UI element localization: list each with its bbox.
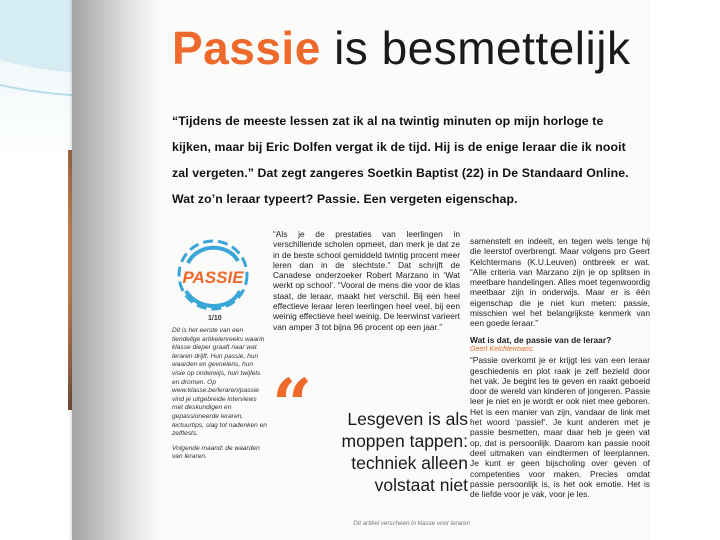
intro-line: Wat zo’n leraar typeert? Passie. Een vergeten eigenschap. — [172, 192, 518, 206]
section-heading: Wat is dat, de passie van de leraar? — [470, 334, 612, 345]
intro-line: “Tijdens de meeste lessen zat ik al na twintig minuten op mijn horloge te — [172, 114, 604, 128]
pull-quote-line: moppen tappen: — [341, 431, 468, 451]
article-intro — [172, 108, 642, 212]
interviewee-name: Geert Kelchtermans: — [470, 345, 535, 353]
logo-word: PASSIE — [182, 268, 244, 287]
side-note-text: Dit is het eerste van een tiendelige artikelenreeks waarin klasse dieper graaft naar wat leraren drijft. Hun passie, hun waarden en gevoelens, hun visie op onderwijs, hun twijfels en dromen. Op www.klasse.be/leraren/passie vind je uitgebreide interviews met deskundigen en gepassioneerde leraren, lectuurtips, slag tot nadenken en zelftests. — [172, 327, 267, 438]
pull-quote-line: techniek alleen — [351, 453, 468, 473]
series-number: 1/10 — [208, 315, 222, 322]
series-side-note — [172, 327, 268, 468]
footer-note: Dit artikel verscheen in klasse voor leraren — [353, 520, 470, 527]
page-fold-shadow — [72, 0, 162, 540]
title-rest: is besmettelijk — [320, 22, 631, 74]
title-accent: Passie — [172, 22, 321, 74]
quote-mark-icon: “ — [272, 363, 313, 446]
intro-line: zal vergeten.” Dat zegt zangeres Soetkin Baptist (22) in De Standaard Online. — [172, 166, 629, 180]
pull-quote-line: volstaat niet — [374, 475, 468, 495]
pull-quote-line: Lesgeven is als — [347, 409, 468, 429]
slide-right-margin — [650, 0, 720, 540]
article-column-2 — [470, 236, 650, 499]
passie-logo — [168, 233, 258, 323]
intro-line: kijken, maar bij Eric Dolfen vergat ik de tijd. Hij is de enige leraar die ik nooit — [172, 140, 626, 154]
pull-quote — [300, 408, 468, 496]
column-2-text: samenstelt en indeelt, en tegen wels tenge hij die leerstof overbrengt. Maar volgens pro Geert Kelchtermans (K.U.Leuven) ontbreek er wat. “Alle criteria van Marzano zijn je op splitsen in meetbare handelingen. Alles moet tegenwoordig meetbaar zijn in onderwijs. Maar er is één eigenschap die je niet kun meten: passie, misschien wel het belangrijkste kenmerk van een goede leraar.” — [470, 236, 650, 329]
article-column-1: “Als je de prestaties van leerlingen in verschillende scholen opmeet, dan merk je dat ze in de beste school gemiddeld twintig procent meer leren dan in de slechtste.” Dat schrijft de Canadese onderzoeker Robert Marzano in ‘Wat werkt op school’. “Vooral de mens die voor de klas staat, de leraar, maakt het verschil. Bij een heel effectieve leraar leren leerlingen heel veel, bij een weinig effectieve heel weinig. De leerwinst varieert van amper 3 tot bijna 96 procent op een jaar.” — [273, 229, 460, 332]
side-note-next: Volgende maand: de waarden van leraren. — [172, 444, 260, 461]
column-2-text-continued: “Passie overkomt je er krijgt les van een leraar geschiedenis en plot raak je zelf bezield door het vak. Je begint les te geven en raakt geboeid door de wereld van kinderen of jongeren. Passie leer je niet en je wordt er ook niet mee geboren. Het is een manier van zijn, vandaar de link met het woord ‘passief’. Je kunt anderen met je passie besmetten, maar daar heb je geen vat op, dat is persoonlijk. Daarom kan passie nooit deel uitmaken van eindtermen of leerplannen. Je kunt er geen bijscholing over geven of competenties voor maken. Precies omdat passie persoonlijk is, is het ook emotie. Het is de liefde voor je vak, voor je les. — [470, 355, 650, 500]
article-title — [172, 20, 630, 76]
